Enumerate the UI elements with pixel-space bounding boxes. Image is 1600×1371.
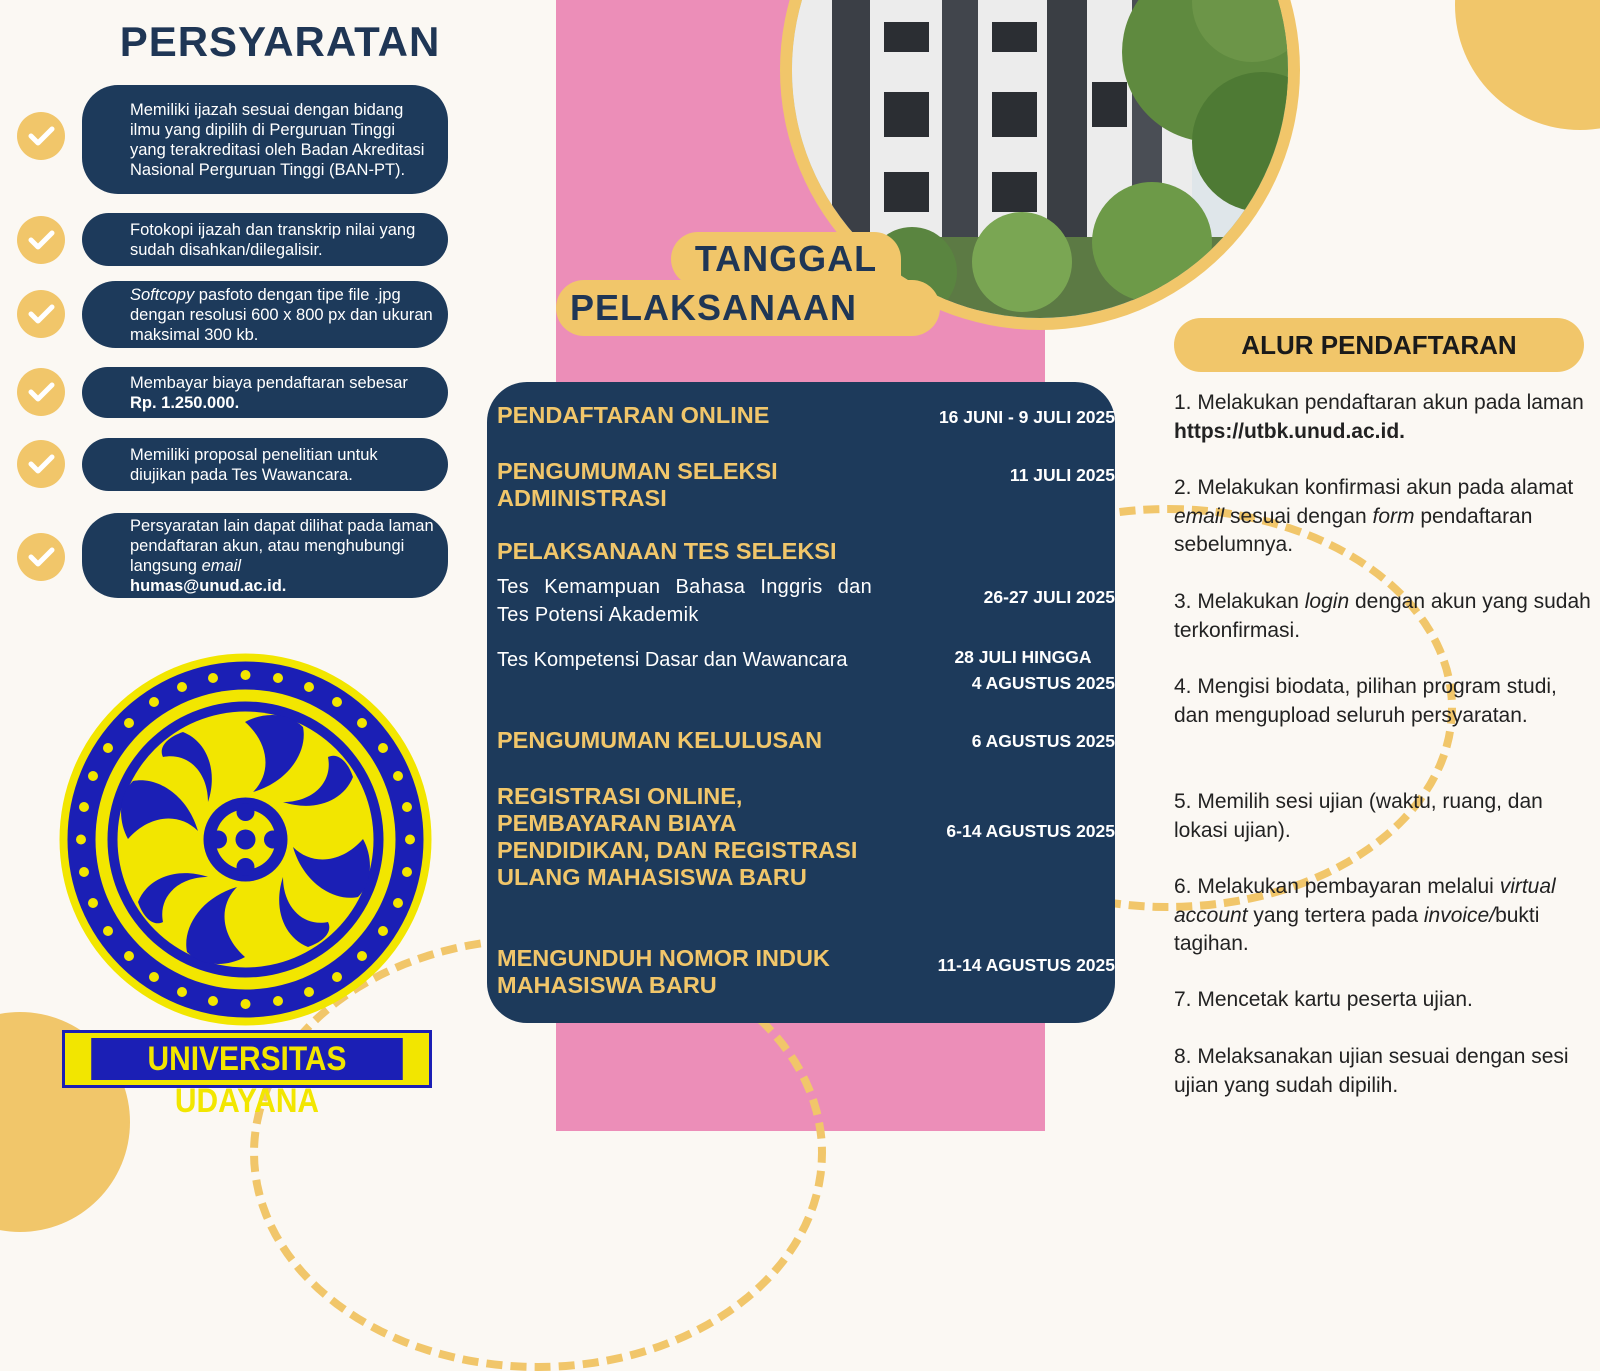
requirement-text: Memiliki ijazah sesuai dengan bidang ilmu yang dipilih di Perguruan Tinggi yang terakreditasi oleh Badan Akreditasi Nasional Perguruan Tinggi (BAN-PT). bbox=[130, 100, 425, 179]
alur-pendaftaran-title: ALUR PENDAFTARAN bbox=[1174, 318, 1584, 372]
schedule-date: 6 AGUSTUS 2025 bbox=[971, 731, 1115, 751]
tanggal-heading-line1: TANGGAL bbox=[671, 232, 901, 286]
university-seal-logo bbox=[58, 652, 433, 1027]
requirement-item bbox=[82, 438, 448, 491]
alur-step: 2. Melakukan konfirmasi akun pada alamat email sesuai dengan form pendaftaran sebelumnya. bbox=[1174, 476, 1574, 556]
schedule-date: 6-14 AGUSTUS 2025 bbox=[946, 821, 1115, 841]
schedule-date: 4 AGUSTUS 2025 bbox=[971, 673, 1115, 693]
requirement-item bbox=[82, 367, 448, 418]
schedule-date: 11-14 AGUSTUS 2025 bbox=[937, 955, 1115, 975]
check-icon bbox=[17, 290, 65, 338]
requirement-item bbox=[82, 213, 448, 266]
requirement-item bbox=[82, 85, 448, 194]
registration-url-text: https://utbk.unud.ac.id. bbox=[1174, 419, 1405, 443]
check-icon bbox=[17, 216, 65, 264]
alur-step: 7. Mencetak kartu peserta ujian. bbox=[1174, 988, 1473, 1011]
schedule-event: PELAKSANAAN TES SELEKSI bbox=[497, 538, 837, 564]
alur-step: 8. Melaksanakan ujian sesuai dengan sesi ujian yang sudah dipilih. bbox=[1174, 1045, 1569, 1097]
check-icon bbox=[17, 533, 65, 581]
schedule-date: 26-27 JULI 2025 bbox=[983, 587, 1115, 607]
requirement-item bbox=[82, 513, 448, 598]
university-name-text: UNIVERSITAS UDAYANA bbox=[91, 1038, 403, 1080]
decorative-circle-top-right bbox=[1455, 0, 1600, 130]
check-icon bbox=[17, 440, 65, 488]
schedule-panel bbox=[487, 382, 1115, 1023]
schedule-date: 11 JULI 2025 bbox=[1009, 465, 1115, 485]
requirement-text: Membayar biaya pendaftaran sebesar Rp. 1.250.000. bbox=[130, 373, 408, 412]
schedule-event: PENGUMUMAN SELEKSI ADMINISTRASI bbox=[497, 458, 778, 511]
requirement-text: Fotokopi ijazah dan transkrip nilai yang sudah disahkan/dilegalisir. bbox=[130, 220, 416, 259]
university-name-banner bbox=[62, 1030, 432, 1120]
requirement-text: Softcopy pasfoto dengan tipe file .jpg dengan resolusi 600 x 800 px dan ukuran maksimal 300 kb. bbox=[130, 285, 433, 344]
requirement-text: Memiliki proposal penelitian untuk diujikan pada Tes Wawancara. bbox=[130, 445, 378, 484]
schedule-event: PENDAFTARAN ONLINE bbox=[497, 402, 770, 428]
requirement-item bbox=[82, 281, 448, 348]
seal-emblem bbox=[58, 652, 433, 1027]
alur-step: 6. Melakukan pembayaran melalui virtual account yang tertera pada invoice/bukti tagihan. bbox=[1174, 875, 1556, 955]
schedule-event: PENGUMUMAN KELULUSAN bbox=[497, 727, 823, 753]
schedule-event: MENGUNDUH NOMOR INDUK MAHASISWA BARU bbox=[497, 945, 830, 998]
schedule-event: REGISTRASI ONLINE, PEMBAYARAN BIAYA PENDIDIKAN, DAN REGISTRASI ULANG MAHASISWA BARU bbox=[497, 783, 858, 890]
requirement-text: Persyaratan lain dapat dilihat pada laman pendaftaran akun, atau menghubungi langsung email humas@unud.ac.id. bbox=[130, 516, 434, 595]
alur-step: 3. Melakukan login dengan akun yang sudah terkonfirmasi. bbox=[1174, 590, 1591, 642]
check-icon bbox=[17, 112, 65, 160]
alur-step: 1. Melakukan pendaftaran akun pada laman https://utbk.unud.ac.id. bbox=[1174, 391, 1584, 443]
schedule-date: 28 JULI HINGGA bbox=[954, 647, 1092, 667]
tanggal-heading-line2: PELAKSANAAN bbox=[556, 280, 940, 336]
check-icon bbox=[17, 368, 65, 416]
schedule-date: 16 JUNI - 9 JULI 2025 bbox=[938, 407, 1115, 427]
alur-step: 5. Memilih sesi ujian (waktu, ruang, dan lokasi ujian). bbox=[1174, 790, 1543, 842]
schedule-subevent: Tes Kompetensi Dasar dan Wawancara bbox=[497, 649, 848, 671]
schedule-subevent: Tes Kemampuan Bahasa Inggris dan Tes Potensi Akademik bbox=[497, 576, 872, 626]
alur-step: 4. Mengisi biodata, pilihan program studi, dan mengupload seluruh persyaratan. bbox=[1174, 675, 1557, 727]
persyaratan-title: PERSYARATAN bbox=[119, 18, 441, 65]
